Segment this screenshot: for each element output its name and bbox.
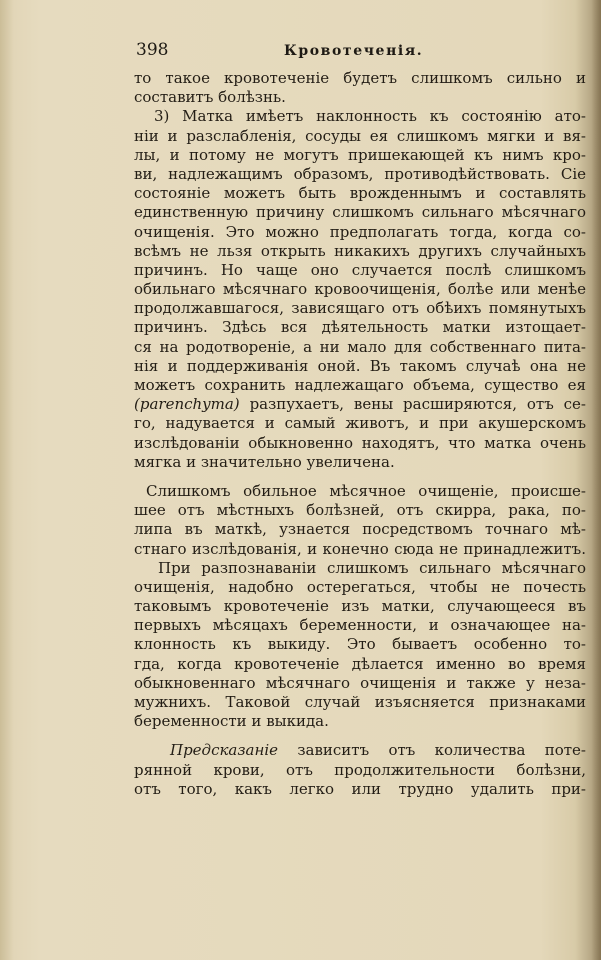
text-line: Слишкомъ обильное мѣсячное очищенiе, происше- bbox=[146, 481, 586, 500]
text-line: липа въ маткѣ, узнается посредствомъ точнаго мѣ- bbox=[134, 520, 586, 539]
text-line: го, надувается и самый животъ, и при акушерскомъ bbox=[134, 414, 586, 433]
text-line: обильнаго мѣсячнаго кровоочищенiя, болѣе или менѣе bbox=[134, 280, 586, 299]
text-line: то такое кровотеченiе будетъ слишкомъ сильно и bbox=[134, 69, 586, 87]
page-header bbox=[136, 40, 576, 66]
text-line: (parenchyma) разпухаетъ, вены расширяются, отъ се- bbox=[134, 395, 586, 414]
text-line: причинъ. Здѣсь вся дѣятельность матки изтощает- bbox=[134, 318, 586, 337]
page-number: 398 bbox=[136, 40, 169, 60]
text-line: всѣмъ не льзя открыть никакихъ другихъ случайныхъ bbox=[134, 241, 586, 260]
text-line: 3) Матка имѣетъ наклонность къ состоянiю ато- bbox=[154, 107, 586, 126]
text-line: первыхъ мѣсяцахъ беременности, и означающее на- bbox=[134, 616, 586, 635]
text-line: можетъ сохранить надлежащаго объема, существо ея bbox=[134, 376, 586, 394]
text-line: продолжавшагося, зависящаго отъ обѣихъ помянутыхъ bbox=[134, 299, 586, 318]
text-line: единственную причину слишкомъ сильнаго мѣсячнаго bbox=[134, 203, 586, 222]
text-line: причинъ. Но чаще оно случается послѣ слишкомъ bbox=[134, 260, 586, 279]
paragraph-gap bbox=[134, 731, 586, 741]
italic-term: Предсказанiе bbox=[170, 741, 279, 760]
text-line: рянной крови, отъ продолжительности болѣзни, bbox=[134, 760, 586, 779]
text-line: обыкновеннаго мѣсячнаго очищенiя и также у неза- bbox=[134, 673, 586, 692]
body-text bbox=[134, 69, 586, 799]
paragraph-gap bbox=[134, 472, 586, 482]
italic-term: (parenchyma) bbox=[134, 395, 240, 414]
text-line: изслѣдованiи обыкновенно находятъ, что матка очень bbox=[134, 433, 586, 452]
text-line: ви, надлежащимъ образомъ, противодѣйствовать. Сiе bbox=[134, 164, 586, 183]
text-line: мужнихъ. Таковой случай изъясняется признаками bbox=[134, 693, 586, 711]
text-line: состоянiе можетъ быть врожденнымъ и составлять bbox=[134, 184, 586, 203]
text-line: гда, когда кровотеченiе дѣлается именно во время bbox=[134, 654, 586, 673]
page-edge-shadow bbox=[591, 0, 601, 960]
text-line: составитъ болѣзнь. bbox=[134, 88, 286, 107]
text-line: отъ того, какъ легко или трудно удалить при- bbox=[134, 779, 586, 798]
text-line: лы, и потому не могутъ пришекающей къ нимъ кро- bbox=[134, 145, 586, 164]
text-line: мягка и значительно увеличена. bbox=[134, 452, 395, 471]
text-line: ся на родотворенiе, а ни мало для собственнаго пита- bbox=[134, 337, 586, 356]
text-line: шее отъ мѣстныхъ болѣзней, отъ скирра, рака, по- bbox=[134, 501, 586, 520]
text-line: При разпознаванiи слишкомъ сильнаго мѣсячнаго bbox=[158, 558, 586, 577]
text-line: очищенiя, надобно остерегаться, чтобы не почесть bbox=[134, 577, 586, 596]
text-line: стнаго изслѣдованiя, и конечно сюда не принадлежитъ. bbox=[134, 539, 586, 558]
text-line: клонность къ выкиду. Это бываетъ особенно то- bbox=[134, 635, 586, 654]
text-line: очищенiя. Это можно предполагать тогда, когда со- bbox=[134, 222, 586, 241]
text-line: Предсказанiе зависитъ отъ количества поте- bbox=[170, 741, 586, 760]
text-line: нiя и поддерживанiя оной. Въ такомъ случаѣ она не bbox=[134, 356, 586, 375]
text-line: нiи и разслабленiя, сосуды ея слишкомъ мягки и вя- bbox=[134, 126, 586, 145]
text-line: таковымъ кровотеченiе изъ матки, случающееся въ bbox=[134, 597, 586, 616]
text-line: беременности и выкида. bbox=[134, 712, 329, 731]
running-title: Кровотеченiя. bbox=[284, 43, 424, 59]
